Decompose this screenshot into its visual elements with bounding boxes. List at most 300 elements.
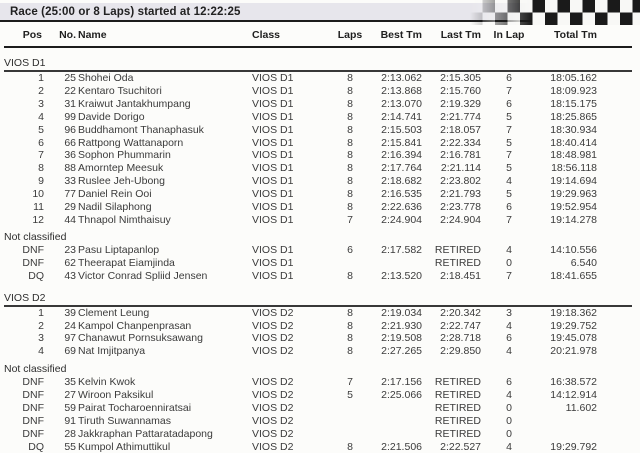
cell-pos: 11 (33, 201, 44, 214)
cell-total-tm: 11.602 (565, 402, 597, 415)
cell-no: 29 (64, 201, 76, 214)
cell-total-tm: 19:14.694 (550, 175, 597, 188)
table-row (4, 320, 632, 333)
column-header-best-tm: Best Tm (366, 26, 428, 47)
cell-total-tm: 6.540 (570, 256, 597, 269)
table-row (4, 149, 632, 162)
cell-best-tm: 2:19.508 (381, 332, 422, 345)
cell-name: Amorntep Meesuk (78, 162, 164, 175)
section-label: VIOS D1 (4, 57, 632, 71)
cell-no: 55 (64, 440, 76, 453)
cell-in-lap: 7 (506, 213, 512, 226)
cell-in-lap: 6 (506, 72, 512, 84)
cell-spacer (600, 149, 632, 162)
cell-class: VIOS D2 (252, 402, 294, 415)
cell-class: VIOS D1 (252, 175, 294, 188)
cell-no: 33 (64, 175, 76, 188)
table-row (4, 389, 632, 402)
cell-no: 88 (64, 162, 76, 175)
cell-last-tm: RETIRED (434, 243, 481, 256)
cell-best-tm: 2:18.682 (381, 175, 422, 188)
cell-last-tm: RETIRED (434, 414, 481, 427)
cell-no: 91 (64, 414, 76, 427)
cell-last-tm: 2:21.774 (440, 110, 481, 123)
column-header-class: Class (252, 26, 334, 47)
table-row (4, 402, 632, 415)
cell-last-tm: RETIRED (434, 389, 481, 402)
cell-laps: 8 (347, 332, 353, 345)
cell-last-tm: 2:29.850 (440, 345, 481, 358)
cell-pos: DNF (22, 389, 44, 402)
section-label: Not classified (4, 230, 67, 243)
cell-best-tm (366, 402, 428, 415)
cell-last-tm: 2:23.802 (440, 175, 481, 188)
cell-pos: DNF (22, 427, 44, 440)
cell-name: Jakkraphan Pattaratadapong (78, 427, 213, 440)
cell-total-tm: 19:29.792 (550, 440, 597, 453)
cell-no: 31 (64, 97, 76, 110)
cell-pos: 6 (38, 136, 44, 149)
cell-pos: 3 (38, 97, 44, 110)
cell-in-lap: 4 (506, 345, 512, 358)
cell-spacer (600, 214, 632, 227)
cell-total-tm: 18:05.162 (550, 72, 597, 84)
cell-last-tm: RETIRED (434, 256, 481, 269)
cell-best-tm: 2:13.520 (381, 269, 422, 282)
cell-name: Victor Conrad Spliid Jensen (78, 269, 208, 282)
cell-pos: 5 (38, 123, 44, 136)
cell-best-tm: 2:21.930 (381, 319, 422, 332)
cell-in-lap: 0 (506, 427, 512, 440)
cell-last-tm: 2:16.781 (440, 149, 481, 162)
cell-laps: 5 (347, 389, 353, 402)
cell-pos: DNF (22, 243, 44, 256)
cell-best-tm: 2:16.535 (381, 188, 422, 201)
cell-spacer (600, 188, 632, 201)
cell-in-lap: 5 (506, 162, 512, 175)
column-header-last-tm: Last Tm (428, 26, 486, 47)
column-header-total-tm: Total Tm (532, 26, 600, 47)
cell-laps (334, 428, 366, 441)
cell-last-tm: 2:18.057 (440, 123, 481, 136)
cell-in-lap: 5 (506, 136, 512, 149)
column-headers (4, 26, 632, 47)
cell-last-tm: 2:20.342 (440, 306, 481, 319)
cell-name: Kentaro Tsuchitori (78, 84, 162, 97)
cell-last-tm: RETIRED (434, 402, 481, 415)
cell-total-tm: 18:30.934 (550, 123, 597, 136)
column-header-name: Name (76, 26, 252, 47)
cell-no: 44 (64, 213, 76, 226)
cell-last-tm: 2:18.451 (440, 269, 481, 282)
cell-best-tm: 2:24.904 (381, 213, 422, 226)
cell-total-tm: 18:41.655 (550, 269, 597, 282)
cell-name: Pasu Liptapanlop (78, 243, 160, 256)
cell-pos: 4 (38, 110, 44, 123)
table-row (4, 71, 632, 85)
cell-pos: 7 (38, 149, 44, 162)
cell-laps: 8 (347, 97, 353, 110)
cell-spacer (600, 71, 632, 85)
table-row (4, 175, 632, 188)
cell-in-lap: 6 (506, 201, 512, 214)
cell-last-tm: 2:24.904 (440, 213, 481, 226)
cell-total-tm: 18:15.175 (550, 97, 597, 110)
cell-pos: DQ (28, 440, 44, 453)
cell-best-tm: 2:25.066 (381, 389, 422, 402)
cell-total-tm (532, 428, 600, 441)
cell-pos: DNF (22, 376, 44, 389)
cell-spacer (600, 175, 632, 188)
cell-spacer (600, 111, 632, 124)
cell-no: 62 (64, 256, 76, 269)
cell-pos: 8 (38, 162, 44, 175)
cell-best-tm: 2:13.070 (381, 97, 422, 110)
cell-name: Nat Imjitpanya (78, 345, 146, 358)
table-row (4, 244, 632, 257)
cell-total-tm: 19:45.078 (550, 332, 597, 345)
section-header-row (4, 57, 632, 71)
cell-class: VIOS D1 (252, 256, 294, 269)
cell-spacer (600, 389, 632, 402)
cell-best-tm (366, 415, 428, 428)
table-row (4, 85, 632, 98)
column-header-spacer (600, 26, 632, 47)
cell-pos: DNF (22, 256, 44, 269)
cell-laps: 8 (347, 175, 353, 188)
column-header-in-lap: In Lap (486, 26, 532, 47)
cell-class: VIOS D2 (252, 414, 294, 427)
cell-pos: 10 (32, 188, 44, 201)
cell-in-lap: 4 (506, 175, 512, 188)
table-row (4, 124, 632, 137)
cell-no: 22 (64, 84, 76, 97)
checkered-flag-icon (470, 0, 640, 25)
results-table (4, 26, 632, 453)
cell-in-lap: 7 (506, 123, 512, 136)
cell-in-lap: 4 (506, 440, 512, 453)
cell-spacer (600, 441, 632, 453)
cell-in-lap: 0 (506, 414, 512, 427)
cell-spacer (600, 345, 632, 358)
cell-spacer (600, 376, 632, 389)
table-row (4, 162, 632, 175)
cell-pos: 4 (38, 345, 44, 358)
cell-spacer (600, 428, 632, 441)
cell-spacer (600, 85, 632, 98)
cell-class: VIOS D2 (252, 389, 294, 402)
cell-best-tm: 2:27.265 (381, 345, 422, 358)
cell-class: VIOS D2 (252, 376, 294, 389)
table-row (4, 188, 632, 201)
cell-in-lap: 4 (506, 389, 512, 402)
section-gap (4, 283, 632, 292)
cell-name: Theerapat Eiamjinda (78, 256, 175, 269)
cell-spacer (600, 257, 632, 270)
cell-in-lap: 6 (506, 332, 512, 345)
table-row (4, 376, 632, 389)
cell-last-tm: 2:19.329 (440, 97, 481, 110)
cell-total-tm: 20:21.978 (550, 345, 597, 358)
table-row (4, 415, 632, 428)
cell-last-tm: 2:21.114 (440, 162, 481, 175)
cell-spacer (600, 201, 632, 214)
table-row (4, 98, 632, 111)
cell-name: Thnapol Nimthaisuy (78, 213, 171, 226)
cell-name: Rattpong Wattanaporn (78, 136, 184, 149)
table-row (4, 345, 632, 358)
cell-no: 43 (64, 269, 76, 282)
cell-last-tm: RETIRED (434, 376, 481, 389)
cell-total-tm: 14:10.556 (550, 243, 597, 256)
cell-class: VIOS D2 (252, 427, 294, 440)
cell-last-tm: 2:21.793 (440, 188, 481, 201)
cell-laps: 8 (347, 110, 353, 123)
cell-laps: 8 (347, 84, 353, 97)
cell-laps (334, 257, 366, 270)
cell-in-lap: 7 (506, 269, 512, 282)
cell-spacer (600, 244, 632, 257)
cell-laps: 8 (347, 269, 353, 282)
cell-best-tm: 2:16.394 (381, 149, 422, 162)
cell-laps: 8 (347, 188, 353, 201)
cell-best-tm: 2:17.582 (381, 243, 422, 256)
table-row (4, 306, 632, 320)
cell-no: 25 (64, 72, 76, 84)
cell-no: 77 (64, 188, 76, 201)
section-header-row (4, 292, 632, 306)
cell-best-tm (366, 257, 428, 270)
cell-class: VIOS D1 (252, 84, 294, 97)
cell-last-tm: 2:28.718 (440, 332, 481, 345)
cell-spacer (600, 415, 632, 428)
cell-best-tm: 2:17.764 (381, 162, 422, 175)
cell-name: Kraiwut Jantakhumpang (78, 97, 191, 110)
cell-in-lap: 7 (506, 84, 512, 97)
cell-name: Pairat Tocharoenniratsai (78, 402, 192, 415)
cell-total-tm: 18:09.923 (550, 84, 597, 97)
cell-class: VIOS D1 (252, 72, 294, 84)
cell-name: Nadil Silaphong (78, 201, 152, 214)
cell-total-tm: 18:25.865 (550, 110, 597, 123)
section-label: VIOS D2 (4, 292, 632, 306)
cell-pos: 2 (38, 84, 44, 97)
cell-name: Kelvin Kwok (78, 376, 136, 389)
cell-last-tm: 2:15.760 (440, 84, 481, 97)
cell-pos: DQ (28, 269, 44, 282)
cell-last-tm: 2:23.778 (440, 201, 481, 214)
cell-laps: 8 (347, 306, 353, 319)
cell-name: Daniel Rein Ooi (78, 188, 152, 201)
cell-laps (334, 402, 366, 415)
cell-laps: 8 (347, 72, 353, 84)
cell-name: Chanawut Pornsuksawang (78, 332, 203, 345)
cell-pos: 1 (38, 72, 44, 84)
cell-best-tm (366, 428, 428, 441)
cell-total-tm: 19:52.954 (550, 201, 597, 214)
cell-class: VIOS D1 (252, 213, 294, 226)
cell-class: VIOS D1 (252, 136, 294, 149)
cell-laps: 8 (347, 345, 353, 358)
cell-no: 24 (64, 319, 76, 332)
cell-laps: 6 (347, 243, 353, 256)
cell-best-tm: 2:15.841 (381, 136, 422, 149)
cell-total-tm: 19:14.278 (550, 213, 597, 226)
cell-no: 99 (64, 110, 76, 123)
cell-laps: 8 (347, 136, 353, 149)
cell-name: Wiroon Paksikul (78, 389, 154, 402)
cell-in-lap: 4 (506, 319, 512, 332)
section-label: Not classified (4, 363, 67, 376)
cell-pos: 2 (38, 319, 44, 332)
cell-class: VIOS D1 (252, 269, 294, 282)
cell-laps: 7 (347, 376, 353, 389)
cell-pos: 1 (38, 306, 44, 319)
cell-no: 28 (64, 427, 76, 440)
cell-pos: 9 (38, 175, 44, 188)
cell-best-tm: 2:17.156 (381, 376, 422, 389)
cell-in-lap: 0 (506, 402, 512, 415)
cell-class: VIOS D1 (252, 201, 294, 214)
table-row (4, 270, 632, 283)
cell-class: VIOS D2 (252, 332, 294, 345)
race-info-text: Race (25:00 or 8 Laps) started at 12:22:25 (10, 5, 241, 18)
cell-pos: DNF (22, 414, 44, 427)
cell-spacer (600, 162, 632, 175)
cell-laps: 8 (347, 319, 353, 332)
cell-class: VIOS D2 (252, 306, 294, 319)
cell-no: 35 (64, 376, 76, 389)
cell-no: 97 (64, 332, 76, 345)
cell-name: Clement Leung (78, 306, 150, 319)
cell-last-tm: RETIRED (434, 427, 481, 440)
cell-last-tm: 2:22.527 (440, 440, 481, 453)
cell-spacer (600, 124, 632, 137)
cell-best-tm: 2:13.868 (381, 84, 422, 97)
cell-in-lap: 3 (506, 306, 512, 319)
cell-class: VIOS D1 (252, 110, 294, 123)
column-header-pos: Pos (4, 26, 52, 47)
table-row (4, 137, 632, 150)
cell-total-tm: 19:18.362 (550, 306, 597, 319)
section-gap (4, 47, 632, 57)
cell-spacer (600, 402, 632, 415)
cell-no: 69 (64, 345, 76, 358)
cell-pos: 3 (38, 332, 44, 345)
cell-total-tm (532, 415, 600, 428)
cell-best-tm: 2:22.636 (381, 201, 422, 214)
cell-laps: 8 (347, 123, 353, 136)
cell-in-lap: 6 (506, 97, 512, 110)
cell-class: VIOS D2 (252, 319, 294, 332)
cell-in-lap: 0 (506, 256, 512, 269)
cell-best-tm: 2:15.503 (381, 123, 422, 136)
cell-spacer (600, 306, 632, 320)
cell-pos: DNF (22, 402, 44, 415)
cell-name: Kumpol Athimuttikul (78, 440, 171, 453)
cell-total-tm: 18:56.118 (551, 162, 597, 175)
table-row (4, 332, 632, 345)
cell-spacer (600, 98, 632, 111)
section-header-row (4, 231, 632, 244)
cell-best-tm: 2:21.506 (381, 440, 422, 453)
section-header-row (4, 363, 632, 376)
cell-class: VIOS D1 (252, 188, 294, 201)
cell-no: 23 (64, 243, 76, 256)
results-body (4, 47, 632, 453)
cell-laps: 7 (347, 213, 353, 226)
cell-no: 59 (64, 402, 76, 415)
cell-best-tm: 2:13.062 (381, 72, 422, 84)
table-row (4, 441, 632, 453)
cell-name: Buddhamont Thanaphasuk (78, 123, 204, 136)
cell-no: 27 (64, 389, 76, 402)
cell-laps: 8 (347, 162, 353, 175)
cell-total-tm: 19:29.963 (550, 188, 597, 201)
cell-last-tm: 2:22.334 (440, 136, 481, 149)
table-row (4, 214, 632, 227)
table-row (4, 201, 632, 214)
cell-name: Shohei Oda (78, 72, 134, 84)
cell-last-tm: 2:22.747 (440, 319, 481, 332)
cell-name: Tiruth Suwannamas (78, 414, 171, 427)
column-header-no: No. (52, 26, 76, 47)
cell-in-lap: 7 (506, 149, 512, 162)
cell-laps: 8 (347, 201, 353, 214)
cell-no: 66 (64, 136, 76, 149)
cell-total-tm: 16:38.572 (550, 376, 597, 389)
cell-last-tm: 2:15.305 (440, 72, 481, 84)
cell-class: VIOS D1 (252, 149, 294, 162)
cell-name: Davide Dorigo (78, 110, 145, 123)
cell-class: VIOS D1 (252, 97, 294, 110)
cell-spacer (600, 137, 632, 150)
cell-spacer (600, 332, 632, 345)
table-row (4, 111, 632, 124)
cell-no: 96 (64, 123, 76, 136)
cell-laps: 8 (347, 149, 353, 162)
cell-total-tm: 19:29.752 (550, 319, 597, 332)
cell-spacer (600, 320, 632, 333)
cell-class: VIOS D1 (252, 123, 294, 136)
cell-class: VIOS D2 (252, 345, 294, 358)
cell-pos: 12 (32, 213, 44, 226)
column-header-row (4, 26, 632, 47)
column-header-laps: Laps (334, 26, 366, 47)
cell-name: Ruslee Jeh-Ubong (78, 175, 165, 188)
cell-total-tm: 14:12.914 (550, 389, 597, 402)
cell-in-lap: 6 (506, 376, 512, 389)
table-row (4, 257, 632, 270)
cell-best-tm: 2:19.034 (381, 306, 422, 319)
cell-laps: 8 (347, 440, 353, 453)
cell-in-lap: 5 (506, 188, 512, 201)
cell-class: VIOS D1 (252, 243, 294, 256)
cell-name: Sophon Phummarin (78, 149, 171, 162)
cell-spacer (600, 270, 632, 283)
cell-class: VIOS D1 (252, 162, 294, 175)
cell-in-lap: 5 (506, 110, 512, 123)
cell-in-lap: 4 (506, 243, 512, 256)
table-row (4, 428, 632, 441)
cell-class: VIOS D2 (252, 440, 294, 453)
cell-name: Kampol Chanpenprasan (78, 319, 192, 332)
cell-total-tm: 18:40.414 (550, 136, 597, 149)
cell-best-tm: 2:14.741 (381, 110, 422, 123)
cell-total-tm: 18:48.981 (550, 149, 597, 162)
cell-no: 36 (64, 149, 76, 162)
cell-laps (334, 415, 366, 428)
